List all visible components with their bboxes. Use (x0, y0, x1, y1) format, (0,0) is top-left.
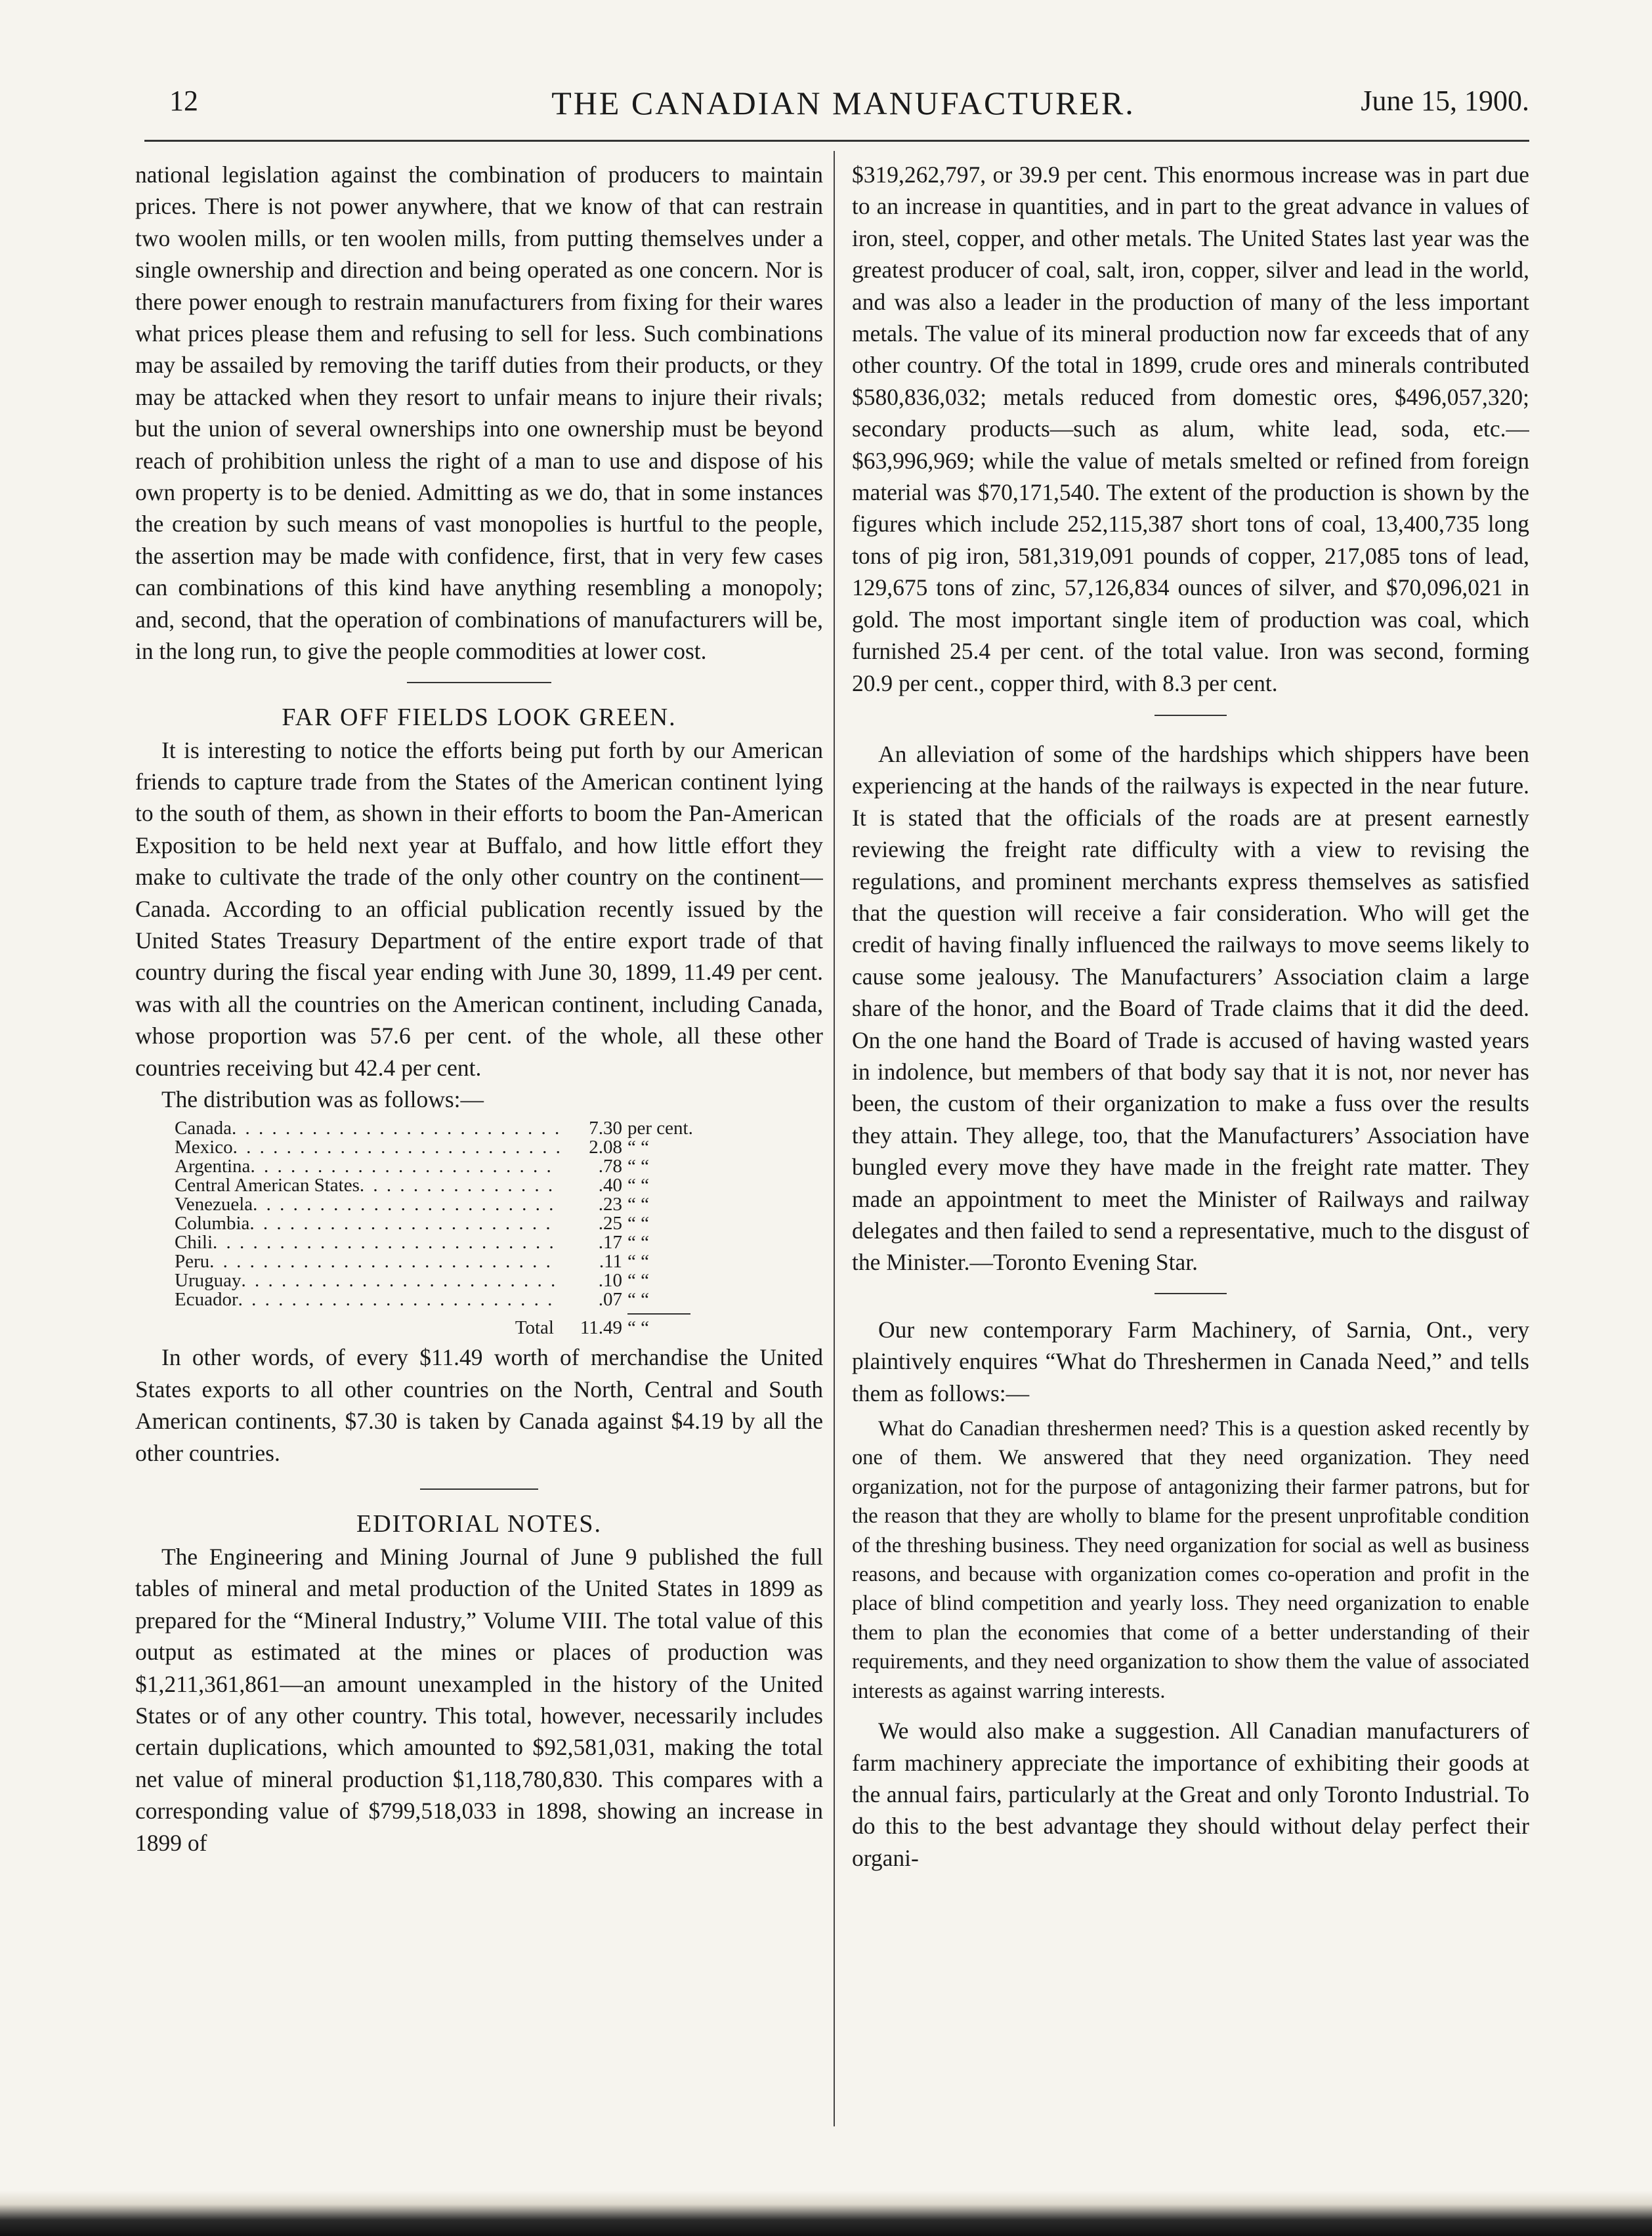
percent-value: .78 (598, 1156, 622, 1177)
leader-dots (253, 1195, 559, 1214)
article-paragraph: We would also make a suggestion. All Canadian manufacturers of farm machinery appreciate the importance of exhibiting their goods at the annual fairs, particularly at the Great and only Toronto Industrial. To do this to the best advantage they should without delay perfect their organi- (852, 1718, 1529, 1871)
leader-dots (238, 1290, 559, 1309)
scan-edge-shadow (0, 2191, 1652, 2236)
column-divider (834, 151, 835, 2126)
country-name: Peru (175, 1251, 210, 1273)
issue-date: June 15, 1900. (1361, 85, 1529, 117)
article-paragraph: It is interesting to notice the efforts being put forth by our American friends to capture trade from the States of the American continent lying to the south of them, as shown in their efforts to boom the Pan-American Exposition to be held next year at Buffalo, and how little effort they make to cultivate the trade of the only other country on the continent—Canada. According to an official publication recently issued by the United States Treasury Department of the entire export trade of that country during the fiscal year ending with June 30, 1899, 11.49 per cent. was with all the countries on the American continent, including Canada, whose proportion was 57.6 per cent. of the whole, all these other countries receiving but 42.4 per cent. (135, 736, 823, 1081)
country-name: Argentina (175, 1156, 251, 1177)
total-label: Total (515, 1317, 554, 1339)
distribution-row (175, 1157, 739, 1176)
total-unit: “ “ (627, 1317, 649, 1339)
right-column (852, 159, 1529, 2128)
intro-paragraph: national legislation against the combination of producers to maintain prices. There is not power anywhere, that we know of that can restrain two woolen mills, or ten woolen mills, from putting themselves under a single ownership and direction and being operated as one concern. Nor is there power enough to restrain manufacturers from fixing for their wares what prices please them and refusing to sell for less. Such combinations may be assailed by removing the tariff duties from their products, or they may be attacked when they resort to unfair means to injure their rivals; but the union of several ownerships into one ownership must be beyond reach of prohibition unless the right of a man to use and dispose of his own property is to be denied. Admitting as we do, that in some instances the creation by such means of vast monopolies is hurtful to the people, the assertion may be made with confidence, first, that in very few cases can combinations of this kind have anything resembling a monopoly; and, second, that the operation of combinations of manufacturers will be, in the long run, to give the people commodities at lower cost. (135, 161, 823, 665)
country-name: Columbia (175, 1213, 250, 1234)
header-rule (144, 140, 1529, 142)
article-heading-far-off-fields: FAR OFF FIELDS LOOK GREEN. (282, 703, 677, 731)
percent-unit: “ “ (627, 1137, 649, 1158)
percent-unit: “ “ (627, 1213, 649, 1234)
distribution-table (175, 1119, 739, 1338)
article-paragraph: An alleviation of some of the hardships which shippers have been experiencing at the hands of the railways is expected in the near future. It is stated that the officials of the roads are at present earnestly reviewing the freight rate difficulty with a view to revising the regulations, and prominent merchants express themselves as satisfied that the question will receive a fair consideration. Who will get the credit of having finally influenced the railways to move seems likely to cause some jealousy. The Manufacturers’ Association claim a large share of the honor, and the Board of Trade claims that it did the deed. On the one hand the Board of Trade is accused of having wasted years in indolence, but members of that body say that it is not, nor never has been, the custom of their organization to make a fuss over the results they attain. They allege, too, that the Manufacturers’ Association have bungled every move they have made in the freight rate matter. They made an appointment to meet the Minister of Railways and railway delegates and then failed to send a representative, much to the disgust of the Minister.—Toronto Evening Star. (852, 740, 1529, 1276)
section-separator (1154, 1293, 1227, 1294)
country-name: Mexico (175, 1137, 233, 1158)
article-paragraph: The distribution was as follows:— (161, 1086, 484, 1112)
article-paragraph: The Engineering and Mining Journal of June 9 published the full tables of mineral and metal production of the United States in 1899 as prepared for the “Mineral Industry,” Volume VIII. The total value of this output as estimated at the mines or places of production was $1,211,361,861—an amount unexampled in the history of the United States or of any other country. This total, however, necessarily includes certain duplications, which amounted to $92,581,031, making the total net value of mineral production $1,118,780,830. This compares with a corresponding value of $799,518,033 in 1898, showing an increase in 1899 of (135, 1544, 823, 1856)
country-name: Central American States (175, 1175, 360, 1196)
percent-unit: “ “ (627, 1289, 649, 1311)
distribution-row (175, 1138, 739, 1157)
leader-dots (249, 1214, 559, 1233)
left-column (135, 159, 823, 2128)
percent-value: .25 (598, 1213, 622, 1234)
leader-dots (232, 1119, 559, 1138)
percent-unit: per cent. (627, 1118, 693, 1139)
distribution-row (175, 1119, 739, 1138)
leader-dots (250, 1157, 559, 1176)
percent-unit: “ “ (627, 1194, 649, 1215)
distribution-row (175, 1271, 739, 1290)
country-name: Ecuador (175, 1289, 238, 1311)
article-paragraph: Our new contemporary Farm Machinery, of Sarnia, Ont., very plaintively enquires “What do Threshermen in Canada Need,” and tells them as follows:— (852, 1316, 1529, 1406)
country-name: Uruguay (175, 1270, 242, 1292)
leader-dots (213, 1233, 559, 1252)
country-name: Chili (175, 1232, 213, 1254)
masthead-title: THE CANADIAN MANUFACTURER. (551, 85, 1135, 121)
section-separator (407, 682, 551, 683)
total-rule (627, 1313, 690, 1315)
percent-value: .40 (598, 1175, 622, 1196)
leader-dots (241, 1271, 559, 1290)
percent-unit: “ “ (627, 1251, 649, 1273)
percent-value: 7.30 (589, 1118, 622, 1139)
percent-value: .10 (598, 1270, 622, 1292)
distribution-row (175, 1195, 739, 1214)
page-number: 12 (169, 85, 198, 117)
percent-unit: “ “ (627, 1232, 649, 1254)
article-heading-editorial-notes: EDITORIAL NOTES. (356, 1510, 602, 1538)
leader-dots (360, 1176, 559, 1195)
country-name: Venezuela (175, 1194, 253, 1215)
percent-unit: “ “ (627, 1270, 649, 1292)
country-name: Canada (175, 1118, 232, 1139)
section-separator (420, 1488, 538, 1490)
percent-value: .23 (598, 1194, 622, 1215)
section-separator (1154, 715, 1227, 716)
leader-dots (209, 1252, 559, 1271)
page-header (158, 84, 1529, 137)
distribution-row (175, 1214, 739, 1233)
quoted-paragraph: What do Canadian threshermen need? This is a question asked recently by one of them. We answered that they need organization. They need organization, not for the purpose of antagonizing their farmer patrons, but for the reason that they are wholly to blame for the present unprofitable condition of the threshing business. They need organization for social as well as business reasons, and because with organization comes co-operation and profit in the place of blind competition and yearly loss. They need organization to enable them to plan the economies that come of a better understanding of their requirements, and they need organization to show them the value of associated interests as against warring interests. (852, 1417, 1529, 1703)
total-value: 11.49 (580, 1317, 622, 1339)
percent-unit: “ “ (627, 1175, 649, 1196)
percent-value: .07 (598, 1289, 622, 1311)
article-paragraph: $319,262,797, or 39.9 per cent. This enormous increase was in part due to an increase in quantities, and in part to the great advance in values of iron, steel, copper, and other metals. The United States last year was the greatest producer of coal, salt, iron, copper, silver and lead in the world, and was also a leader in the production of many of the less important metals. The value of its mineral production now far exceeds that of any other country. Of the total in 1899, crude ores and minerals contributed $580,836,032; metals reduced from domestic ores, $496,057,320; secondary products—such as alum, white lead, soda, etc.—$63,996,969; while the value of metals smelted or refined from foreign material was $70,171,540. The extent of the production is shown by the figures which include 252,115,387 short tons of coal, 13,400,735 long tons of pig iron, 581,319,091 pounds of copper, 217,085 tons of lead, 129,675 tons of zinc, 57,126,834 ounces of silver, and $70,096,021 in gold. The most important single item of production was coal, which furnished 25.4 per cent. of the total value. Iron was second, forming 20.9 per cent., copper third, with 8.3 per cent. (852, 161, 1529, 696)
percent-value: .11 (599, 1251, 622, 1273)
distribution-row (175, 1176, 739, 1195)
distribution-row (175, 1252, 739, 1271)
article-paragraph: In other words, of every $11.49 worth of merchandise the United States exports to all other countries on the North, Central and South American continents, $7.30 is taken by Canada against $4.19 by all the other countries. (135, 1344, 823, 1466)
leader-dots (233, 1138, 559, 1157)
distribution-total-row (175, 1318, 739, 1338)
percent-value: .17 (598, 1232, 622, 1254)
distribution-row (175, 1290, 739, 1309)
percent-value: 2.08 (589, 1137, 622, 1158)
distribution-row (175, 1233, 739, 1252)
percent-unit: “ “ (627, 1156, 649, 1177)
